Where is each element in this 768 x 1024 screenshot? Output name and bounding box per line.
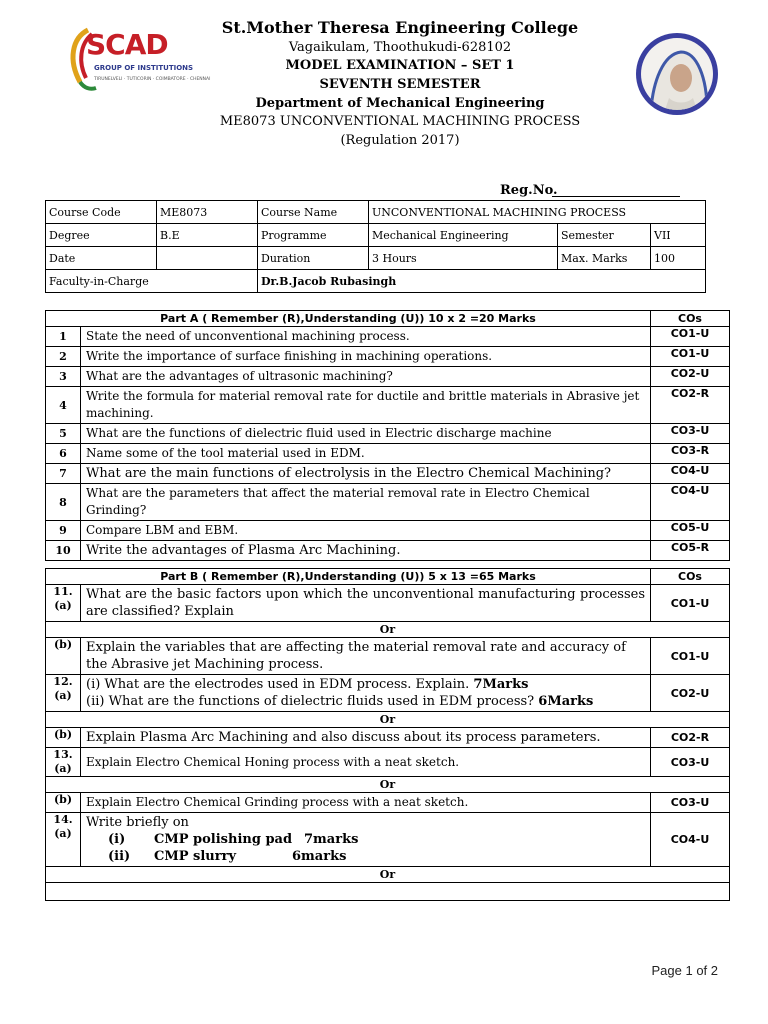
question-text: What are the functions of dielectric fluid used in Electric discharge machine	[81, 424, 651, 444]
degree-label: Degree	[46, 224, 157, 247]
regulation-text: (Regulation 2017)	[340, 133, 460, 148]
table-row	[46, 585, 730, 622]
course-outcome: CO5-R	[651, 541, 730, 561]
question-text: (i) What are the electrodes used in EDM process. Explain. 7Marks (ii) What are the functions of dielectric fluids used in EDM process? 6Marks	[81, 675, 651, 712]
course-outcome: CO1-U	[651, 585, 730, 622]
programme-label: Programme	[258, 224, 369, 247]
question-number: 7	[46, 464, 81, 484]
course-outcome: CO4-U	[651, 464, 730, 484]
question-text: Explain the variables that are affecting the material removal rate and accuracy of the Abrasive jet Machining process.	[81, 638, 651, 675]
table-row	[46, 748, 730, 777]
table-row	[46, 728, 730, 748]
question-text: Explain Plasma Arc Machining and also discuss about its process parameters.	[81, 728, 651, 748]
course-outcome: CO2-R	[651, 728, 730, 748]
part-b-table	[45, 568, 730, 901]
course-outcome: CO1-U	[651, 638, 730, 675]
question-number: 11. (a)	[46, 585, 81, 622]
table-row	[46, 347, 730, 367]
course-outcome: CO1-U	[651, 327, 730, 347]
table-row	[46, 793, 730, 813]
max-marks-value: 100	[651, 247, 706, 270]
question-number: 9	[46, 521, 81, 541]
page-number: Page 1 of 2	[651, 963, 718, 978]
course-outcome: CO2-U	[651, 367, 730, 387]
part-a-heading: Part A ( Remember (R),Understanding (U)) 10 x 2 =20 Marks	[46, 311, 651, 327]
or-separator: Or	[46, 867, 730, 883]
question-number: 10	[46, 541, 81, 561]
logo-brand-text: SCAD	[86, 28, 168, 61]
portrait-figure	[641, 38, 713, 110]
question-text: Explain Electro Chemical Grinding process with a neat sketch.	[81, 793, 651, 813]
table-row	[46, 521, 730, 541]
question-number: 14. (a)	[46, 813, 81, 867]
exam-title: MODEL EXAMINATION – SET 1	[285, 58, 515, 73]
question-text: Explain Electro Chemical Honing process with a neat sketch.	[81, 748, 651, 777]
course-outcome: CO4-U	[651, 813, 730, 867]
table-row	[46, 464, 730, 484]
question-number: 2	[46, 347, 81, 367]
question-text: Write briefly on (i) CMP polishing pad 7marks (ii) CMP slurry 6marks	[81, 813, 651, 867]
course-name-label: Course Name	[258, 201, 369, 224]
date-value	[157, 247, 258, 270]
part-b-heading: Part B ( Remember (R),Understanding (U)) 5 x 13 =65 Marks	[46, 569, 651, 585]
college-address: Vagaikulam, Thoothukudi-628102	[288, 40, 512, 55]
question-text: What are the advantages of ultrasonic machining?	[81, 367, 651, 387]
semester-label: Semester	[558, 224, 651, 247]
faculty-label: Faculty-in-Charge	[46, 270, 258, 293]
question-number: 5	[46, 424, 81, 444]
course-outcome: CO5-U	[651, 521, 730, 541]
question-number: 3	[46, 367, 81, 387]
course-outcome: CO2-U	[651, 675, 730, 712]
table-row	[46, 327, 730, 347]
duration-label: Duration	[258, 247, 369, 270]
question-number: 12. (a)	[46, 675, 81, 712]
question-text: State the need of unconventional machining process.	[81, 327, 651, 347]
programme-value: Mechanical Engineering	[369, 224, 558, 247]
reg-no-label: Reg.No.	[500, 183, 558, 198]
table-row	[46, 387, 730, 424]
question-text: What are the parameters that affect the material removal rate in Electro Chemical Grinding?	[81, 484, 651, 521]
question-text: Compare LBM and EBM.	[81, 521, 651, 541]
faculty-value: Dr.B.Jacob Rubasingh	[258, 270, 706, 293]
question-number: (b)	[46, 793, 81, 813]
table-row	[46, 638, 730, 675]
question-number: 4	[46, 387, 81, 424]
part-a-cos-header: COs	[651, 311, 730, 327]
table-row	[46, 675, 730, 712]
table-row	[46, 813, 730, 867]
table-row	[46, 424, 730, 444]
reg-no-field[interactable]	[552, 196, 680, 197]
question-text: Write the importance of surface finishing in machining operations.	[81, 347, 651, 367]
question-number: (b)	[46, 638, 81, 675]
date-label: Date	[46, 247, 157, 270]
question-number: 8	[46, 484, 81, 521]
part-b-cos-header: COs	[651, 569, 730, 585]
question-text: What are the basic factors upon which the unconventional manufacturing processes are classified? Explain	[81, 585, 651, 622]
course-outcome: CO3-U	[651, 793, 730, 813]
course-outcome: CO3-R	[651, 444, 730, 464]
duration-value: 3 Hours	[369, 247, 558, 270]
department-title: Department of Mechanical Engineering	[255, 96, 545, 111]
semester-title: SEVENTH SEMESTER	[319, 77, 481, 92]
course-info-table	[45, 200, 706, 293]
question-text: What are the main functions of electrolysis in the Electro Chemical Machining?	[81, 464, 651, 484]
table-row	[46, 484, 730, 521]
question-text: Write the advantages of Plasma Arc Machining.	[81, 541, 651, 561]
empty-row	[46, 883, 730, 901]
part-a-table	[45, 310, 730, 561]
question-number: (b)	[46, 728, 81, 748]
course-code-label: Course Code	[46, 201, 157, 224]
table-row	[46, 367, 730, 387]
max-marks-label: Max. Marks	[558, 247, 651, 270]
course-name-value: UNCONVENTIONAL MACHINING PROCESS	[369, 201, 706, 224]
question-text: Name some of the tool material used in EDM.	[81, 444, 651, 464]
table-row	[46, 444, 730, 464]
course-outcome: CO3-U	[651, 424, 730, 444]
course-outcome: CO3-U	[651, 748, 730, 777]
degree-value: B.E	[157, 224, 258, 247]
college-name: St.Mother Theresa Engineering College	[221, 18, 579, 37]
logo-cities: TIRUNELVELI · TUTICORIN · COIMBATORE · CHENNAI	[94, 77, 211, 82]
course-outcome: CO4-U	[651, 484, 730, 521]
question-text: Write the formula for material removal rate for ductile and brittle materials in Abrasive jet machining.	[81, 387, 651, 424]
subject-title: ME8073 UNCONVENTIONAL MACHINING PROCESS	[219, 114, 581, 129]
table-row	[46, 541, 730, 561]
question-number: 13. (a)	[46, 748, 81, 777]
course-outcome: CO2-R	[651, 387, 730, 424]
course-outcome: CO1-U	[651, 347, 730, 367]
or-separator: Or	[46, 712, 730, 728]
question-number: 1	[46, 327, 81, 347]
course-code-value: ME8073	[157, 201, 258, 224]
semester-value: VII	[651, 224, 706, 247]
logo-tagline: GROUP OF INSTITUTIONS	[94, 64, 194, 72]
or-separator: Or	[46, 777, 730, 793]
or-separator: Or	[46, 622, 730, 638]
question-number: 6	[46, 444, 81, 464]
